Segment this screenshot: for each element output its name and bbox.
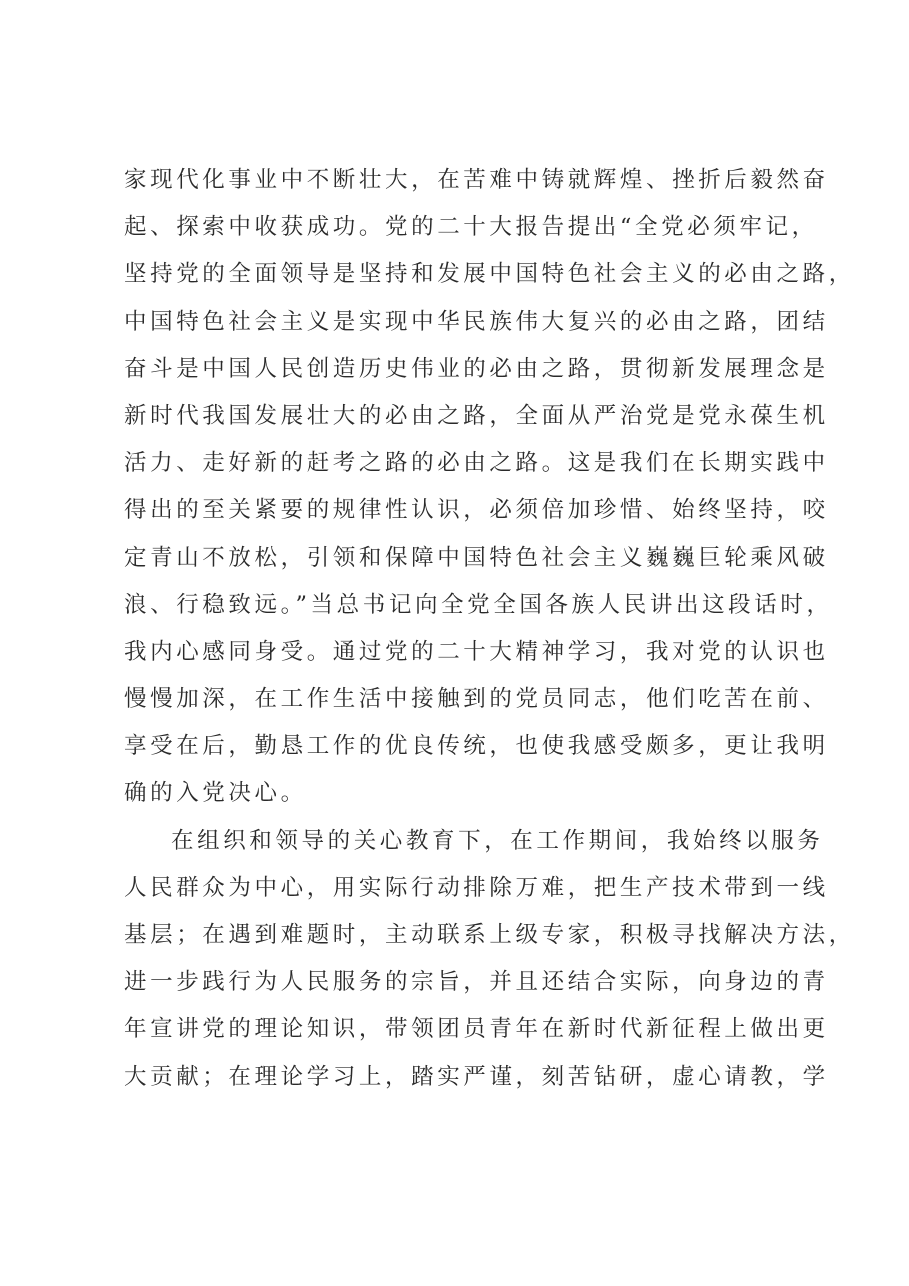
text-line: 人民群众为中心，用实际行动排除万难，把生产技术带到一线 bbox=[124, 874, 829, 901]
text-line: 基层；在遇到难题时，主动联系上级专家，积极寻找解决方法， bbox=[124, 922, 855, 948]
text-line: 确的入党决心。 bbox=[124, 780, 307, 807]
paragraph-1 bbox=[124, 157, 855, 818]
document-body bbox=[124, 157, 855, 1101]
text-line: 浪、行稳致远。”当总书记向全党全国各族人民讲出这段话时， bbox=[124, 591, 833, 618]
text-line: 我内心感同身受。通过党的二十大精神学习，我对党的认识也 bbox=[124, 638, 829, 665]
text-line: 享受在后，勤恳工作的优良传统，也使我感受颇多，更让我明 bbox=[124, 733, 829, 760]
text-line: 家现代化事业中不断壮大，在苦难中铸就辉煌、挫折后毅然奋 bbox=[124, 167, 829, 193]
text-line: 年宣讲党的理论知识，带领团员青年在新时代新征程上做出更 bbox=[124, 1016, 829, 1043]
text-line: 进一步践行为人民服务的宗旨，并且还结合实际，向身边的青 bbox=[124, 969, 829, 996]
text-line: 坚持党的全面领导是坚持和发展中国特色社会主义的必由之路， bbox=[124, 261, 855, 288]
text-line: 奋斗是中国人民创造历史伟业的必由之路，贯彻新发展理念是 bbox=[124, 355, 829, 382]
text-line: 活力、走好新的赶考之路的必由之路。这是我们在长期实践中 bbox=[124, 450, 829, 477]
text-line: 定青山不放松，引领和保障中国特色社会主义巍巍巨轮乘风破 bbox=[124, 544, 829, 571]
text-line: 起、探索中收获成功。党的二十大报告提出“全党必须牢记， bbox=[124, 214, 818, 241]
text-line: 得出的至关紧要的规律性认识，必须倍加珍惜、始终坚持，咬 bbox=[124, 497, 829, 524]
text-line: 在组织和领导的关心教育下，在工作期间，我始终以服务 bbox=[171, 827, 824, 854]
text-line: 大贡献；在理论学习上，踏实严谨，刻苦钻研，虚心请教，学 bbox=[124, 1063, 829, 1090]
text-line: 中国特色社会主义是实现中华民族伟大复兴的必由之路，团结 bbox=[124, 308, 829, 335]
paragraph-2 bbox=[124, 818, 855, 1101]
text-line: 慢慢加深，在工作生活中接触到的党员同志，他们吃苦在前、 bbox=[124, 686, 829, 713]
text-line: 新时代我国发展壮大的必由之路，全面从严治党是党永葆生机 bbox=[124, 402, 829, 429]
